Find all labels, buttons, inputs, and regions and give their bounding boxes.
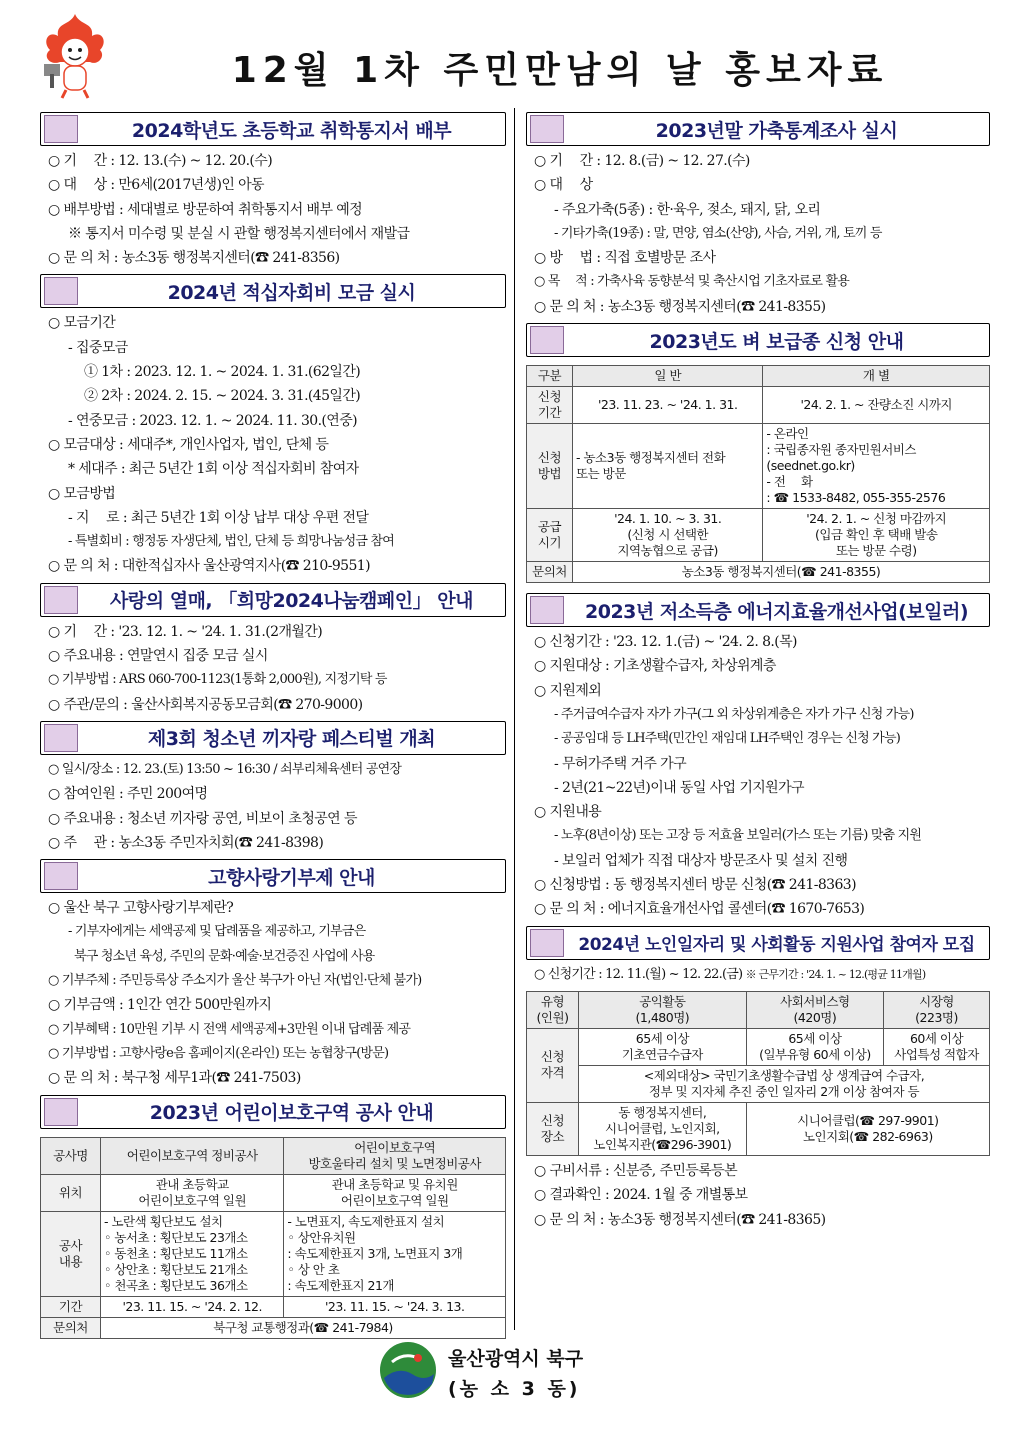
table-cell: 관내 초등학교 어린이보호구역 일원 (101, 1174, 284, 1211)
table-cell: '23. 11. 23. ~ '24. 1. 31. (573, 387, 763, 424)
text-line: ○ 지원제외 (534, 682, 602, 699)
table-cell: 신청 자격 (527, 1028, 579, 1102)
table-row (527, 387, 990, 424)
bullet-square-icon (530, 929, 564, 957)
text-line: ○ 기 간 : 12. 8.(금) ~ 12. 27.(수) (534, 153, 750, 169)
table-cell: 공사 내용 (41, 1211, 101, 1296)
table-row (527, 1065, 990, 1102)
period-note: ※ 근무기간 : '24. 1. ~ 12.(평균 11개월) (745, 967, 926, 981)
fire-mascot-icon (36, 12, 114, 100)
bullet-square-icon (530, 596, 564, 624)
table-cell: 위치 (41, 1174, 101, 1211)
text-line: * 세대주 : 최근 5년간 1회 이상 적십자회비 참여자 (68, 461, 359, 478)
text-line: ② 2차 : 2024. 2. 15. ~ 2024. 3. 31.(45일간) (84, 388, 361, 405)
text-line: ○ 참여인원 : 주민 200여명 (48, 786, 208, 803)
text-line: ○ 모금방법 (48, 485, 116, 502)
table-cell: 문의처 (527, 562, 573, 583)
table-row (41, 1137, 506, 1174)
section-header-energy-efficiency: 2023년 저소득층 에너지효율개선사업(보일러) (526, 593, 990, 627)
text-line: - 연중모금 : 2023. 12. 1. ~ 2024. 11. 30.(연중) (68, 412, 358, 429)
table-cell: - 노란색 횡단보도 설치 ◦ 농서초 : 횡단보도 23개소 ◦ 동천초 : 횡단보도 11개소 ◦ 상안초 : 횡단보도 21개소 ◦ 천곡초 : 횡단보도 36개소 (101, 1211, 284, 1296)
text-line: ○ 문 의 처 : 농소3동 행정복지센터(☎ 241-8365) (534, 1211, 826, 1228)
section-header-senior-jobs: 2024년 노인일자리 및 사회활동 지원사업 참여자 모집 (526, 926, 990, 960)
table-cell: '23. 11. 15. ~ '24. 2. 12. (101, 1296, 284, 1317)
table-cell: 신청 방법 (527, 424, 573, 509)
page-title: 12월 1차 주민만남의 날 홍보자료 (231, 50, 889, 91)
table-cell: 공사명 (41, 1137, 101, 1174)
text-line: ○ 기부방법 : 고향사랑e음 홈페이지(온라인) 또는 농협창구(방문) (48, 1045, 389, 1061)
text-line: ○ 일시/장소 : 12. 23.(토) 13:50 ~ 16:30 / 쇠부리체육센터 공연장 (48, 761, 402, 777)
text-line: - 주요가축(5종) : 한·육우, 젖소, 돼지, 닭, 오리 (554, 201, 821, 218)
text-line: ○ 문 의 처 : 북구청 세무1과(☎ 241-7503) (48, 1070, 301, 1087)
table-row (527, 366, 990, 387)
section-header-hometown-donation: 고향사랑기부제 안내 (40, 859, 506, 893)
footer-org-name: 울산광역시 북구 (448, 1348, 584, 1370)
text-line: - 지 로 : 최근 5년간 1회 이상 납부 대상 우편 전달 (68, 509, 369, 526)
buk-gu-emblem-icon (378, 1340, 438, 1400)
text-line: ○ 결과확인 : 2024. 1월 중 개별통보 (534, 1187, 748, 1204)
table-row (41, 1317, 506, 1338)
table-row (527, 424, 990, 509)
text-line: - 보일러 업체가 직접 대상자 방문조사 및 설치 진행 (554, 852, 848, 869)
table-cell: - 온라인 : 국립종자원 종자민원서비스 (seednet.go.kr) - 전 화 : ☎ 1533-8482, 055-355-2576 (763, 424, 990, 509)
section-header-red-cross: 2024년 적십자회비 모금 실시 (40, 274, 506, 308)
text-line: ※ 통지서 미수령 및 분실 시 관할 행정복지센터에서 재발급 (68, 225, 410, 242)
table-cell: 신청 장소 (527, 1102, 579, 1155)
bullet-square-icon (44, 862, 78, 890)
text-line: ○ 주 관 : 농소3동 주민자치회(☎ 241-8398) (48, 834, 324, 851)
section-body-hometown-donation (40, 893, 506, 1092)
section-body-red-cross (40, 308, 506, 580)
section-footer-senior-jobs (526, 1156, 990, 1234)
table-row (41, 1174, 506, 1211)
text-line: ○ 대 상 : 만6세(2017년생)인 아동 (48, 177, 264, 194)
section-header-livestock-survey: 2023년말 가축통계조사 실시 (526, 112, 990, 146)
text-line: ○ 문 의 처 : 에너지효율개선사업 콜센터(☎ 1670-7653) (534, 901, 865, 918)
table-row (527, 509, 990, 562)
section-body-hope-campaign (40, 617, 506, 719)
table-row (527, 991, 990, 1028)
text-line: ○ 신청기간 : '23. 12. 1.(금) ~ '24. 2. 8.(목) (534, 634, 797, 651)
text-line: ○ 모금대상 : 세대주*, 개인사업자, 법인, 단체 등 (48, 436, 329, 453)
section-header-school-notice: 2024학년도 초등학교 취학통지서 배부 (40, 112, 506, 146)
bullet-square-icon (44, 724, 78, 752)
column-divider (514, 108, 515, 1330)
table-cell: 신청 기간 (527, 387, 573, 424)
text-line: ○ 문 의 처 : 대한적십자사 울산광역지사(☎ 210-9551) (48, 558, 370, 575)
text-line: ○ 문 의 처 : 농소3동 행정복지센터(☎ 241-8356) (48, 250, 340, 267)
footer-dong-name: (농 소 3 동) (448, 1378, 581, 1400)
table-row (527, 1028, 990, 1065)
table-cell: 공급 시기 (527, 509, 573, 562)
text-line: ○ 지원대상 : 기초생활수급자, 차상위계층 (534, 658, 776, 675)
bullet-square-icon (44, 1098, 78, 1126)
table-cell: 동 행정복지센터, 시니어클럽, 노인지회, 노인복지관(☎296-3901) (579, 1102, 747, 1155)
table-cell: 관내 초등학교 및 유치원 어린이보호구역 일원 (284, 1174, 506, 1211)
table-row (527, 1102, 990, 1155)
text-line: ○ 방 법 : 직접 호별방문 조사 (534, 250, 716, 267)
bullet-square-icon (530, 326, 564, 354)
text-line: ○ 배부방법 : 세대별로 방문하여 취학통지서 배부 예정 (48, 201, 363, 218)
table-cell: '24. 1. 10. ~ 3. 31. (신청 시 선택한 지역농협으로 공급) (573, 509, 763, 562)
table-cell: 사회서비스형 (420명) (746, 991, 883, 1028)
table-cell: 어린이보호구역 방호울타리 설치 및 노면정비공사 (284, 1137, 506, 1174)
table-row (527, 562, 990, 583)
table-cell: 공익활동 (1,480명) (579, 991, 747, 1028)
text-line: - 2년(21~22년)이내 동일 사업 기지원가구 (554, 779, 804, 796)
table-cell: - 노면표지, 속도제한표지 설치 ◦ 상안유치원 : 속도제한표지 3개, 노면표지 3개 ◦ 상 안 초 : 속도제한표지 21개 (284, 1211, 506, 1296)
text-line: ○ 기 간 : '23. 12. 1. ~ '24. 1. 31.(2개월간) (48, 623, 323, 640)
text-line: ○ 기부금액 : 1인간 연간 500만원까지 (48, 997, 272, 1014)
text-line: ○ 주관/문의 : 울산사회복지공동모금회(☎ 270-9000) (48, 696, 363, 713)
text-line: ○ 기부주체 : 주민등록상 주소지가 울산 북구가 아닌 자(법인·단체 불가) (48, 973, 422, 989)
text-line: ○ 대 상 (534, 177, 593, 194)
table-cell: 구분 (527, 366, 573, 387)
bullet-square-icon (44, 277, 78, 305)
text-line: ○ 목 적 : 가축사육 동향분석 및 축산시업 기초자료로 활용 (534, 274, 849, 290)
text-line: - 집중모금 (68, 339, 128, 356)
text-line: ○ 기 간 : 12. 13.(수) ~ 12. 20.(수) (48, 153, 273, 169)
section-body-senior-jobs (526, 960, 990, 989)
section-header-rice-seed: 2023년도 벼 보급종 신청 안내 (526, 323, 990, 357)
section-body-livestock-survey (526, 146, 990, 321)
text-line: ○ 모금기간 (48, 315, 116, 332)
school-zone-table (40, 1137, 506, 1339)
bullet-square-icon (530, 115, 564, 143)
table-row (41, 1296, 506, 1317)
text-line: - 노후(8년이상) 또는 고장 등 저효율 보일러(가스 또는 기름) 맞춤 지원 (554, 828, 922, 844)
table-cell: 북구청 교통행정과(☎ 241-7984) (101, 1317, 506, 1338)
text-line: ○ 기부방법 : ARS 060-700-1123(1통화 2,000원), 지정기탁 등 (48, 672, 387, 688)
text-line: ○ 주요내용 : 청소년 끼자랑 공연, 비보이 초청공연 등 (48, 810, 357, 827)
table-row (41, 1211, 506, 1296)
table-cell: '24. 2. 1. ~ 잔량소진 시까지 (763, 387, 990, 424)
bullet-square-icon (44, 586, 78, 614)
section-body-youth-festival (40, 755, 506, 857)
section-header-hope-campaign: 사랑의 열매, 「희망2024나눔캠페인」 안내 (40, 583, 506, 617)
text-line: ○ 기부혜택 : 10만원 기부 시 전액 세액공제+3만원 이내 답례품 제공 (48, 1021, 411, 1037)
table-cell: 60세 이상 사업특성 적합자 (884, 1028, 990, 1065)
text-line: - 기부자에게는 세액공제 및 답례품을 제공하고, 기부금은 (68, 924, 366, 940)
table-cell: 65세 이상 (일부유형 60세 이상) (746, 1028, 883, 1065)
table-cell: 기간 (41, 1296, 101, 1317)
text-line: ① 1차 : 2023. 12. 1. ~ 2024. 1. 31.(62일간) (84, 364, 361, 381)
section-body-school-notice (40, 146, 506, 272)
text-line: ○ 신청방법 : 동 행정복지센터 방문 신청(☎ 241-8363) (534, 877, 856, 894)
right-column (526, 110, 990, 1234)
table-cell: '24. 2. 1. ~ 신청 마감까지 (입금 확인 후 택배 발송 또는 방문 수령) (763, 509, 990, 562)
rice-seed-table (526, 365, 990, 583)
bullet-square-icon (44, 115, 78, 143)
section-body-energy-efficiency (526, 627, 990, 924)
text-line: ○ 지원내용 (534, 804, 602, 821)
text-line (534, 963, 990, 987)
period-text: ○ 신청기간 : 12. 11.(월) ~ 12. 22.(금) (534, 966, 743, 982)
section-header-school-zone: 2023년 어린이보호구역 공사 안내 (40, 1095, 506, 1129)
table-cell: 유형 (인원) (527, 991, 579, 1028)
left-column (40, 110, 506, 1339)
table-cell: 일 반 (573, 366, 763, 387)
text-line: - 공공임대 등 LH주택(민간인 재임대 LH주택인 경우는 신청 가능) (554, 731, 900, 747)
text-line: ○ 문 의 처 : 농소3동 행정복지센터(☎ 241-8355) (534, 298, 826, 315)
table-cell: '23. 11. 15. ~ '24. 3. 13. (284, 1296, 506, 1317)
table-cell: 어린이보호구역 정비공사 (101, 1137, 284, 1174)
table-cell: - 농소3동 행정복지센터 전화 또는 방문 (573, 424, 763, 509)
text-line: - 특별회비 : 행정동 자생단체, 법인, 단체 등 희망나눔성금 참여 (68, 534, 395, 550)
table-cell: 65세 이상 기초연금수급자 (579, 1028, 747, 1065)
text-line: - 기타가축(19종) : 말, 면양, 염소(산양), 사슴, 거위, 개, 토끼 등 (554, 225, 882, 241)
senior-jobs-table (526, 991, 990, 1156)
text-line: ○ 구비서류 : 신분증, 주민등록등본 (534, 1162, 737, 1179)
table-cell: 시장형 (223명) (884, 991, 990, 1028)
table-cell: 문의처 (41, 1317, 101, 1338)
text-line: - 주거급여수급자 자가 가구(그 외 차상위계층은 자가 가구 신청 가능) (554, 706, 914, 722)
text-line: ○ 울산 북구 고향사랑기부제란? (48, 900, 234, 917)
text-line: - 무허가주택 거주 가구 (554, 755, 686, 772)
table-cell: 시니어클럽(☎ 297-9901) 노인지회(☎ 282-6963) (746, 1102, 989, 1155)
section-header-youth-festival: 제3회 청소년 끼자랑 페스티벌 개최 (40, 721, 506, 755)
table-cell: <제외대상> 국민기초생활수급법 상 생계급여 수급자, 정부 및 지자체 추진 중인 일자리 2개 이상 참여자 등 (579, 1065, 990, 1102)
text-line: 북구 청소년 육성, 주민의 문화·예술·보건증진 사업에 사용 (74, 948, 375, 964)
text-line: ○ 주요내용 : 연말연시 집중 모금 실시 (48, 648, 268, 665)
table-cell: 농소3동 행정복지센터(☎ 241-8355) (573, 562, 990, 583)
table-cell: 개 별 (763, 366, 990, 387)
